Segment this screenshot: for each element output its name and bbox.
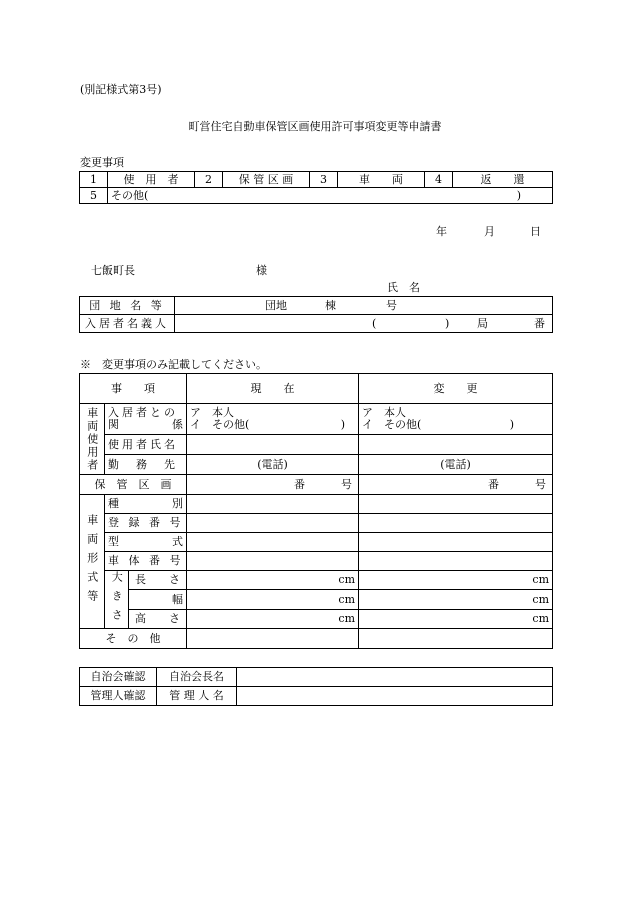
change-item-3-no: 3: [310, 172, 338, 188]
kind-change[interactable]: [359, 495, 553, 514]
storage-current-gou: 号: [341, 477, 352, 491]
change-item-5-close: ): [516, 188, 521, 202]
length-label: 長 さ: [129, 571, 187, 590]
jichikai-head-field[interactable]: [237, 668, 553, 687]
jichikai-head-label: 自治会長名: [157, 668, 237, 687]
change-item-2-label[interactable]: 保 管 区 画: [223, 172, 310, 188]
change-item-1-label[interactable]: 使 用 者: [108, 172, 195, 188]
kind-current[interactable]: [187, 495, 359, 514]
relation-label: [105, 404, 187, 435]
relation-current[interactable]: [187, 404, 359, 435]
reg-no-label: 登 録 番 号: [105, 514, 187, 533]
col-change-header: 変 更: [359, 374, 553, 404]
change-item-5-other[interactable]: [108, 188, 553, 204]
date-day: 日: [530, 225, 541, 238]
page-title: 町営住宅自動車保管区画使用許可事項変更等申請書: [188, 120, 442, 133]
user-group-label: [80, 404, 105, 475]
size-group-label: [105, 571, 129, 629]
workplace-label: 勤 務 先: [105, 455, 187, 475]
model-current[interactable]: [187, 533, 359, 552]
length-change[interactable]: cm: [359, 571, 553, 590]
width-label: 幅: [129, 590, 187, 609]
reg-no-current[interactable]: [187, 514, 359, 533]
tenant-name-label: 入居者名義人: [80, 315, 175, 333]
relation-change-a: ア 本人: [362, 406, 406, 420]
other-current[interactable]: [187, 629, 359, 649]
storage-label: 保 管 区 画: [80, 475, 187, 495]
col-current-header: 現 在: [187, 374, 359, 404]
body-no-label: 車 体 番 号: [105, 552, 187, 571]
user-name-current[interactable]: [187, 435, 359, 455]
confirm-table: [79, 667, 553, 706]
size-group-text: 大きさ: [110, 571, 124, 628]
vehicle-group-text: 車両形式等: [85, 514, 99, 609]
workplace-current[interactable]: (電話): [187, 455, 359, 475]
storage-current-ban: 番: [294, 477, 305, 491]
gou-text: 号: [386, 299, 397, 312]
date-year: 年: [436, 225, 447, 238]
manager-name-field[interactable]: [237, 687, 553, 706]
manager-confirm-label: 管理人確認: [80, 687, 157, 706]
danchi-field[interactable]: [175, 297, 553, 315]
applicant-info-table: [79, 296, 553, 333]
height-change[interactable]: cm: [359, 609, 553, 628]
height-current[interactable]: cm: [187, 609, 359, 628]
workplace-change[interactable]: (電話): [359, 455, 553, 475]
relation-current-a: ア 本人: [190, 406, 234, 420]
width-change[interactable]: cm: [359, 590, 553, 609]
storage-change-ban: 番: [488, 477, 499, 491]
user-group-text: 車両使用者: [85, 406, 99, 472]
jichikai-confirm-label: 自治会確認: [80, 668, 157, 687]
change-item-5-label: その他(: [111, 188, 149, 202]
change-item-4-label[interactable]: 返 還: [453, 172, 553, 188]
note-text: ※ 変更事項のみ記載してください。: [80, 358, 267, 371]
relation-label-1: 入居者との: [108, 406, 178, 420]
height-label: 高 さ: [129, 609, 187, 628]
danchi-label: 団 地 名 等: [80, 297, 175, 315]
storage-change[interactable]: [359, 475, 553, 495]
manager-name-label: 管 理 人 名: [157, 687, 237, 706]
body-no-current[interactable]: [187, 552, 359, 571]
tou-text: 棟: [325, 299, 336, 312]
model-change[interactable]: [359, 533, 553, 552]
relation-change-b: イ その他( ): [362, 418, 514, 431]
change-item-2-no: 2: [195, 172, 223, 188]
width-current[interactable]: cm: [187, 590, 359, 609]
user-name-change[interactable]: [359, 435, 553, 455]
other-label: そ の 他: [80, 629, 187, 649]
user-name-label: 使用者氏名: [105, 435, 187, 455]
danchi-text: 団地: [265, 299, 287, 312]
storage-current[interactable]: [187, 475, 359, 495]
length-current[interactable]: cm: [187, 571, 359, 590]
change-item-4-no: 4: [425, 172, 453, 188]
change-item-5-no: 5: [80, 188, 108, 204]
reg-no-change[interactable]: [359, 514, 553, 533]
tel-paren-close: ): [445, 317, 450, 330]
tel-ban: 番: [534, 317, 545, 330]
change-item-3-label[interactable]: 車 両: [338, 172, 425, 188]
relation-label-2: 関 係: [108, 418, 183, 431]
date-month: 月: [484, 225, 495, 238]
storage-change-gou: 号: [535, 477, 546, 491]
form-number: (別記様式第3号): [80, 83, 162, 96]
change-items-table: [79, 171, 553, 204]
tenant-name-field[interactable]: [175, 315, 553, 333]
col-item-header: 事 項: [80, 374, 187, 404]
model-label: 型 式: [105, 533, 187, 552]
body-no-change[interactable]: [359, 552, 553, 571]
tel-kyoku: 局: [477, 317, 488, 330]
relation-current-b: イ その他( ): [190, 418, 345, 431]
applicant-name-label: 氏 名: [387, 281, 420, 294]
change-items-label: 変更事項: [80, 156, 124, 169]
addressee-name: 七飯町長: [91, 264, 135, 277]
tel-paren-open: (: [372, 317, 377, 330]
other-change[interactable]: [359, 629, 553, 649]
change-item-1-no: 1: [80, 172, 108, 188]
addressee-sama: 様: [256, 264, 267, 277]
relation-change[interactable]: [359, 404, 553, 435]
kind-label: 種 別: [105, 495, 187, 514]
change-detail-table: [79, 373, 553, 649]
vehicle-group-label: [80, 495, 105, 629]
